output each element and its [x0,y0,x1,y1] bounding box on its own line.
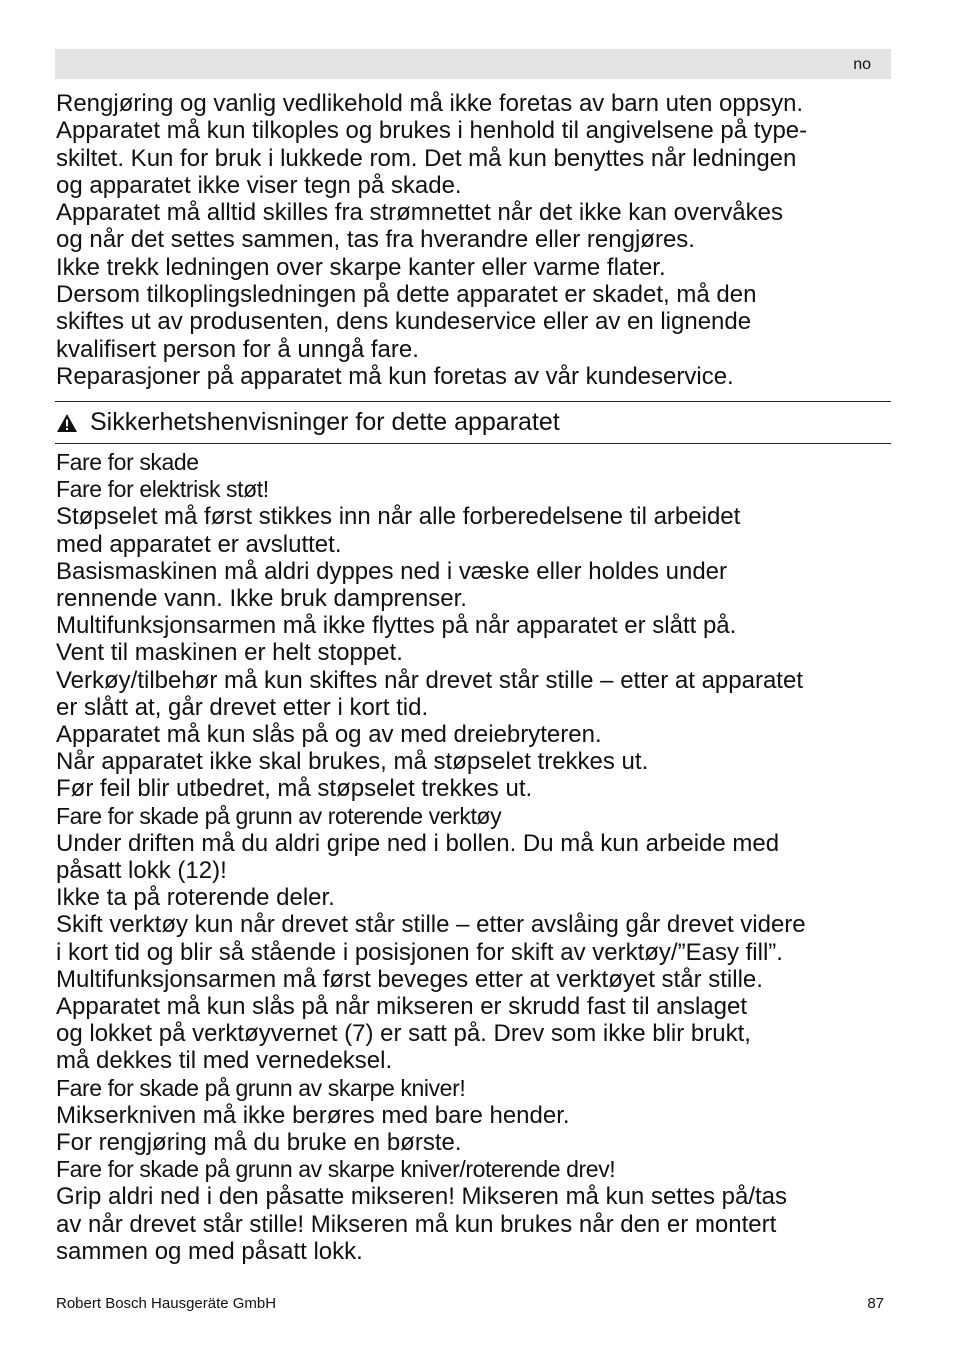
body-line: av når drevet står stille! Mikseren må kun brukes når den er montert [56,1210,777,1238]
section-rule-top [55,401,891,402]
subheading: Fare for skade på grunn av roterende verktøy [56,802,502,829]
body-line: Multifunksjonsarmen må først beveges etter at verktøyet står stille. [56,965,763,993]
intro-line: og apparatet ikke viser tegn på skade. [56,171,462,199]
body-line: er slått at, går drevet etter i kort tid. [56,693,429,721]
footer-company: Robert Bosch Hausgeräte GmbH [56,1295,277,1312]
body-line: Skift verktøy kun når drevet står stille – etter avslåing går drevet videre [56,911,806,939]
body-line: i kort tid og blir så stående i posisjonen for skift av verktøy/”Easy fill”. [56,938,783,966]
body-line: må dekkes til med vernedeksel. [56,1047,393,1075]
subheading: Fare for skade på grunn av skarpe kniver! [56,1074,466,1101]
section-title: Sikkerhetshenvisninger for dette apparatet [90,407,560,436]
body-line: Apparatet må kun slås på når mikseren er skrudd fast til anslaget [56,993,748,1021]
subheading: Fare for skade på grunn av skarpe kniver/roterende drev! [56,1156,616,1183]
body-line: rennende vann. Ikke bruk damprenser. [56,585,467,613]
intro-line: skiftes ut av produsenten, dens kundeservice eller av en lignende [56,308,752,336]
body-line: Når apparatet ikke skal brukes, må støpselet trekkes ut. [56,748,649,776]
intro-line: skiltet. Kun for bruk i lukkede rom. Det må kun benyttes når ledningen [56,144,797,172]
body-line: Multifunksjonsarmen må ikke flyttes på når apparatet er slått på. [56,612,737,640]
language-bar [55,49,891,79]
intro-line: Rengjøring og vanlig vedlikehold må ikke foretas av barn uten oppsyn. [56,90,804,117]
language-code: no [853,56,871,73]
page-number: 87 [867,1295,884,1312]
body-line: påsatt lokk (12)! [56,857,227,885]
body-line: Basismaskinen må aldri dyppes ned i væske eller holdes under [56,557,728,585]
intro-line: og når det settes sammen, tas fra hverandre eller rengjøres. [56,226,695,254]
intro-line: Ikke trekk ledningen over skarpe kanter eller varme flater. [56,253,666,281]
body-line: Før feil blir utbedret, må støpselet trekkes ut. [56,775,533,803]
intro-line: Dersom tilkoplingsledningen på dette apparatet er skadet, må den [56,281,757,309]
subheading: Fare for elektrisk støt! [56,476,269,503]
body-line: Grip aldri ned i den påsatte mikseren! Mikseren må kun settes på/tas [56,1183,788,1211]
body-line: Verkøy/tilbehør må kun skiftes når drevet står stille – etter at apparatet [56,666,803,694]
body-line: Vent til maskinen er helt stoppet. [56,639,403,667]
subheading: Fare for skade [56,449,199,475]
body-line: med apparatet er avsluttet. [56,530,342,558]
section-rule-bottom [55,443,891,444]
body-line: sammen og med påsatt lokk. [56,1237,363,1265]
safety-text [56,449,896,1265]
body-line: For rengjøring må du bruke en børste. [56,1129,462,1157]
section-heading [56,404,892,440]
body-line: Apparatet må kun slås på og av med dreiebryteren. [56,721,602,749]
warning-icon [56,413,90,433]
intro-line: Reparasjoner på apparatet må kun foretas av vår kundeservice. [56,362,734,390]
intro-text [56,90,896,390]
intro-line: Apparatet må kun tilkoples og brukes i henhold til angivelsene på type- [56,117,808,145]
body-line: Ikke ta på roterende deler. [56,884,335,912]
intro-line: Apparatet må alltid skilles fra strømnettet når det ikke kan overvåkes [56,199,783,227]
body-line: Under driften må du aldri gripe ned i bollen. Du må kun arbeide med [56,829,780,857]
body-line: og lokket på verktøyvernet (7) er satt på. Drev som ikke blir brukt, [56,1020,751,1048]
body-line: Mikserkniven må ikke berøres med bare hender. [56,1101,570,1129]
body-line: Støpselet må først stikkes inn når alle forberedelsene til arbeidet [56,503,741,531]
intro-line: kvalifisert person for å unngå fare. [56,335,419,363]
